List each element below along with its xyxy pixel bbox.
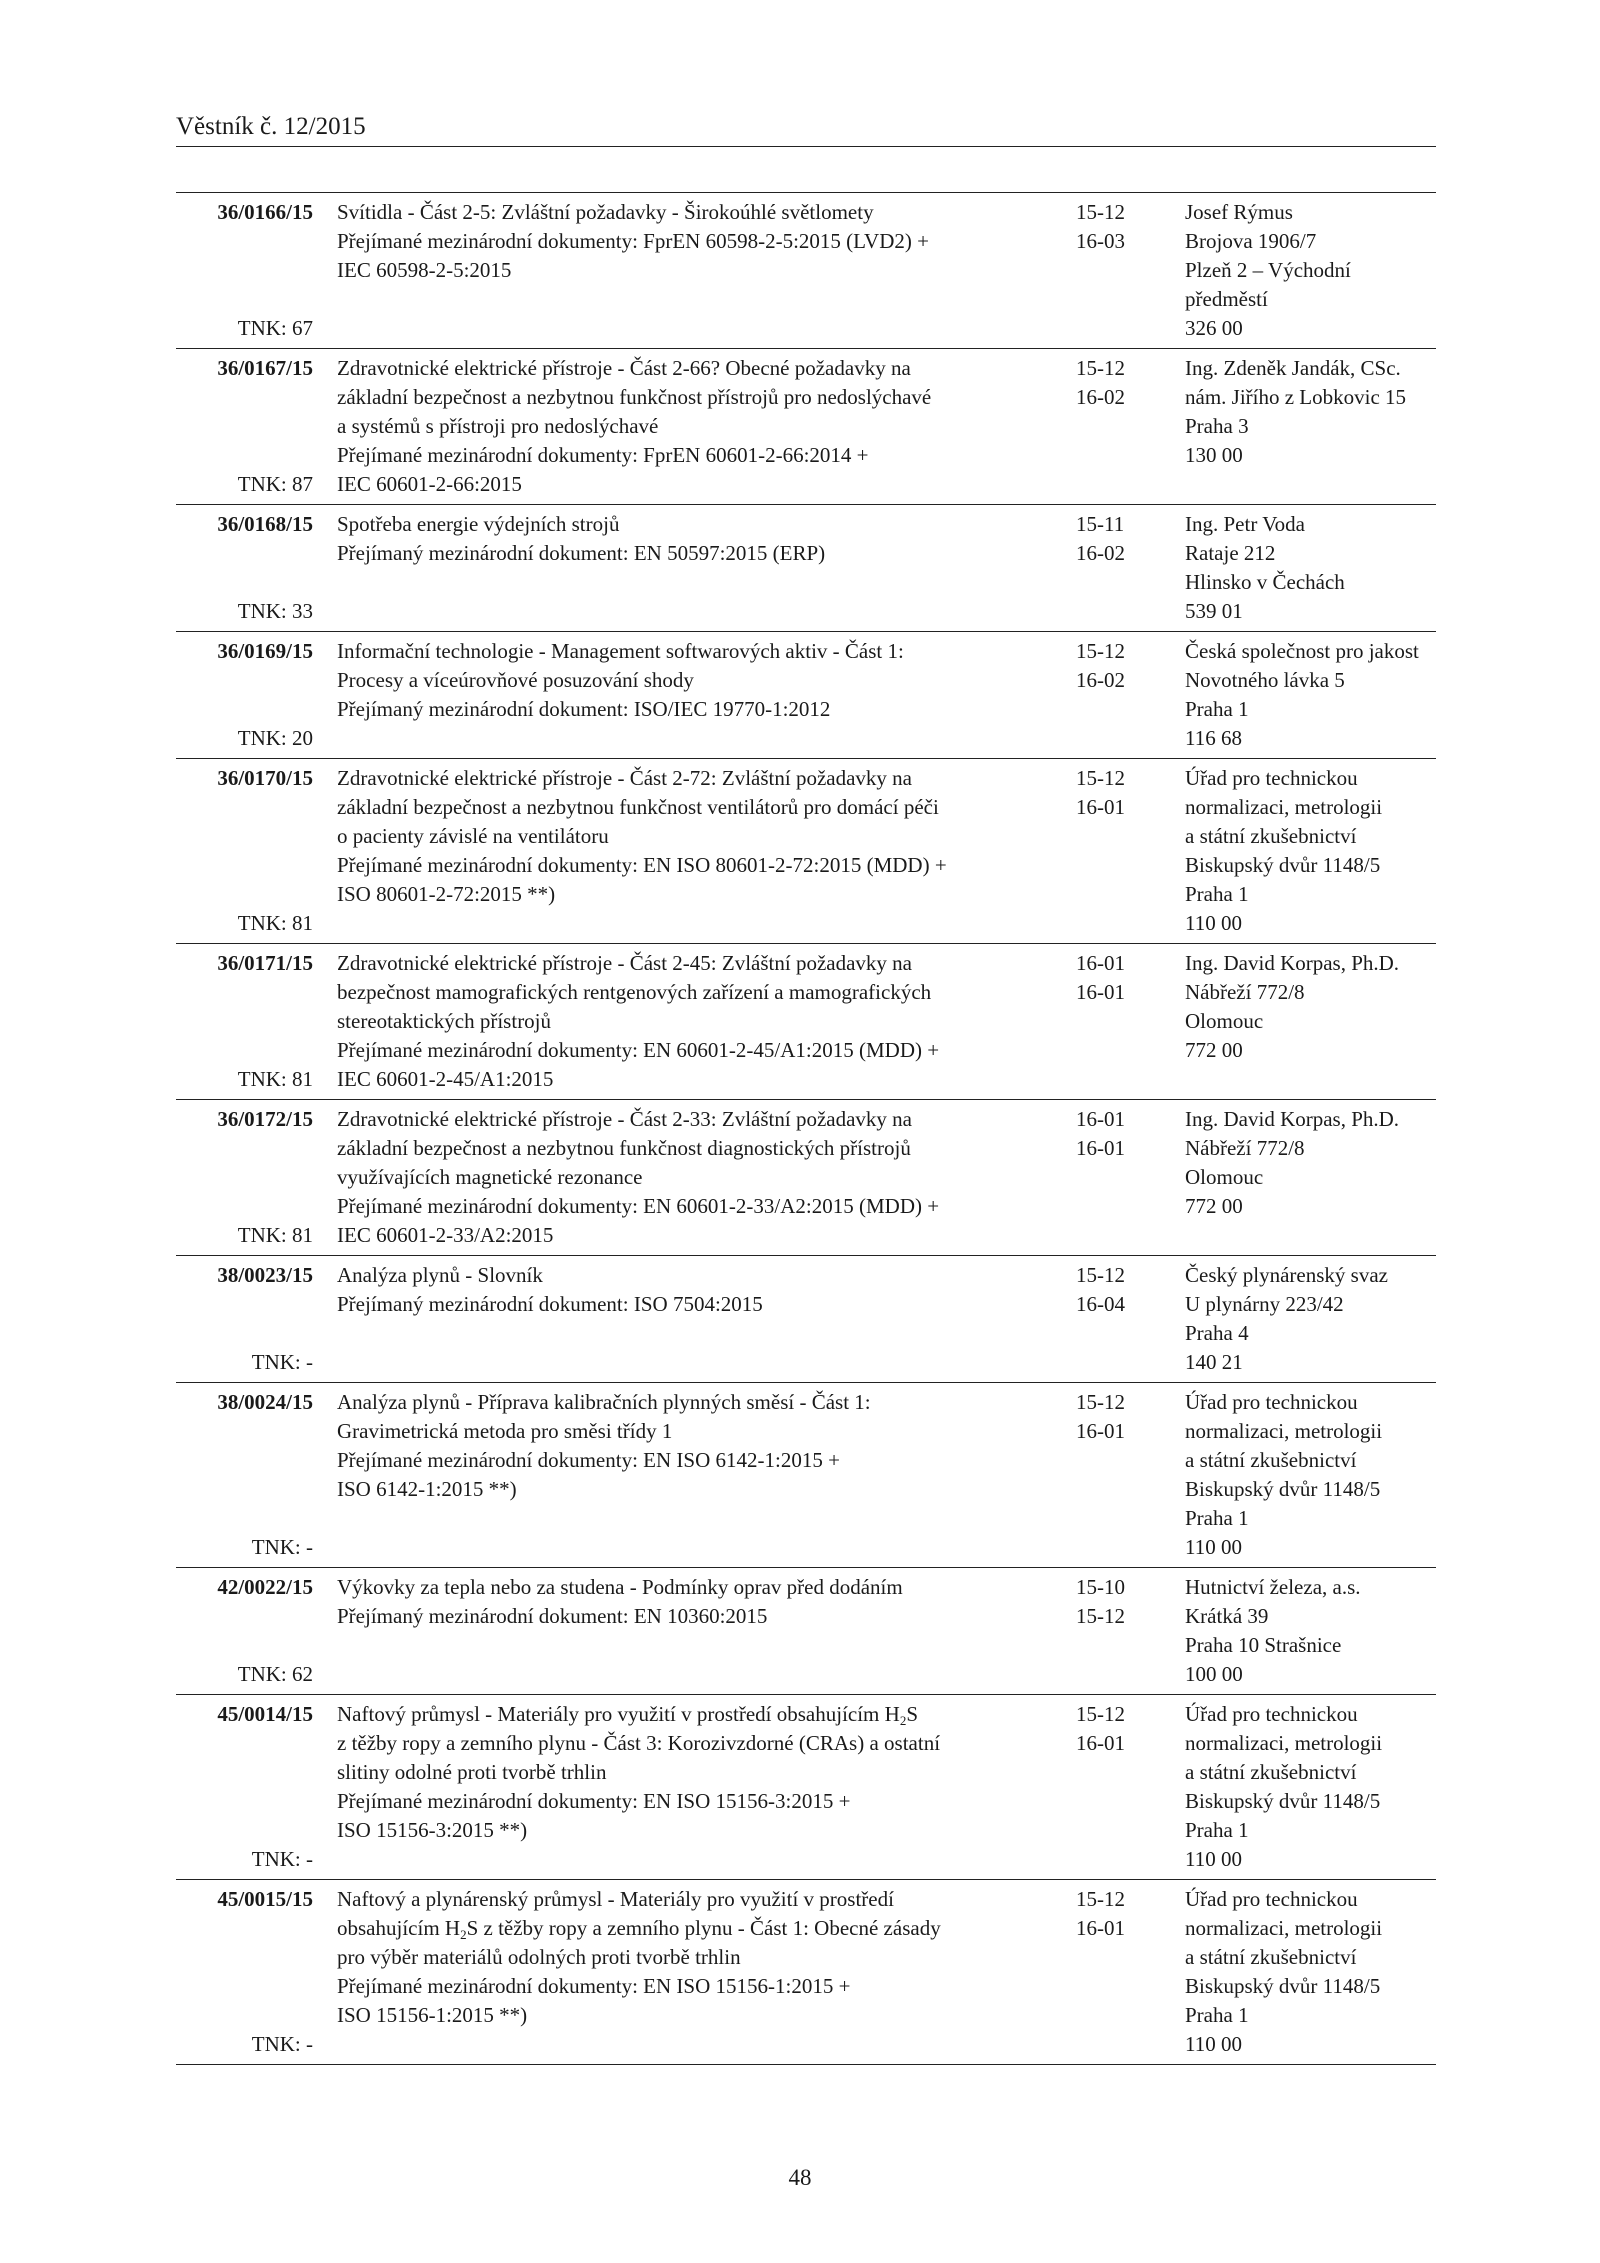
standard-number: 38/0024/15 bbox=[217, 1390, 313, 1414]
tnk-label: TNK: 33 bbox=[237, 599, 313, 623]
processor-address bbox=[1171, 510, 1436, 626]
standard-number: 36/0172/15 bbox=[217, 1107, 313, 1131]
description-line: IEC 60598-2-5:2015 bbox=[337, 258, 512, 282]
description-line: Analýza plynů - Slovník bbox=[337, 1263, 543, 1287]
tnk-label: TNK: 81 bbox=[237, 1067, 313, 1091]
standard-number: 42/0022/15 bbox=[217, 1575, 313, 1599]
table-row bbox=[176, 632, 1436, 759]
tnk-label: TNK: 20 bbox=[237, 726, 313, 750]
standard-number: 45/0015/15 bbox=[217, 1887, 313, 1911]
table-row bbox=[176, 1695, 1436, 1880]
description-line: ISO 80601-2-72:2015 **) bbox=[337, 882, 556, 906]
address-line: normalizaci, metrologii bbox=[1185, 795, 1383, 819]
address-line: 116 68 bbox=[1185, 726, 1242, 750]
address-line: Praha 3 bbox=[1185, 414, 1249, 438]
address-line: Biskupský dvůr 1148/5 bbox=[1185, 1789, 1381, 1813]
description-line: Přejímané mezinárodní dokumenty: EN ISO 15156-1:2015 + bbox=[337, 1974, 851, 1998]
address-line: Biskupský dvůr 1148/5 bbox=[1185, 853, 1381, 877]
processor-address bbox=[1171, 354, 1436, 499]
description-line: ISO 15156-3:2015 **) bbox=[337, 1818, 528, 1842]
standard-number: 45/0014/15 bbox=[217, 1702, 313, 1726]
date-value: 16-02 bbox=[1076, 385, 1125, 409]
address-line: Nábřeží 772/8 bbox=[1185, 1136, 1305, 1160]
date-value: 16-01 bbox=[1076, 951, 1125, 975]
description-line: Naftový průmysl - Materiály pro využití v prostředí obsahujícím $H_2S$ bbox=[337, 1702, 918, 1728]
standard-id-cell bbox=[176, 1573, 313, 1689]
date-value: 16-01 bbox=[1076, 980, 1125, 1004]
date-cell bbox=[1057, 1105, 1171, 1250]
description-line: Výkovky za tepla nebo za studena - Podmínky oprav před dodáním bbox=[337, 1575, 903, 1599]
date-value: 16-02 bbox=[1076, 668, 1125, 692]
date-value: 15-12 bbox=[1076, 356, 1125, 380]
processor-address bbox=[1171, 198, 1436, 343]
table-row bbox=[176, 759, 1436, 944]
standards-table bbox=[176, 192, 1436, 2065]
description-line: Zdravotnické elektrické přístroje - Část 2-66? Obecné požadavky na bbox=[337, 356, 911, 380]
date-value: 16-03 bbox=[1076, 229, 1125, 253]
header-divider bbox=[176, 146, 1436, 147]
address-line: Nábřeží 772/8 bbox=[1185, 980, 1305, 1004]
processor-address bbox=[1171, 1261, 1436, 1377]
description-line: Přejímané mezinárodní dokumenty: FprEN 60598-2-5:2015 (LVD2) + bbox=[337, 229, 929, 253]
date-cell bbox=[1057, 1261, 1171, 1377]
table-row bbox=[176, 1383, 1436, 1568]
description-line: stereotaktických přístrojů bbox=[337, 1009, 552, 1033]
address-line: Praha 1 bbox=[1185, 1506, 1249, 1530]
tnk-label: TNK: 62 bbox=[237, 1662, 313, 1686]
address-line: normalizaci, metrologii bbox=[1185, 1916, 1383, 1940]
processor-address bbox=[1171, 1573, 1436, 1689]
processor-address bbox=[1171, 1105, 1436, 1250]
table-row bbox=[176, 193, 1436, 349]
date-cell bbox=[1057, 764, 1171, 938]
standard-description bbox=[313, 1573, 1057, 1689]
processor-address bbox=[1171, 1700, 1436, 1874]
address-line: nám. Jiřího z Lobkovic 15 bbox=[1185, 385, 1407, 409]
address-line: Ing. Petr Voda bbox=[1185, 512, 1305, 536]
table-row bbox=[176, 1880, 1436, 2065]
tnk-label: TNK: - bbox=[251, 1350, 313, 1374]
date-value: 15-12 bbox=[1076, 1604, 1125, 1628]
standard-description bbox=[313, 354, 1057, 499]
processor-address bbox=[1171, 949, 1436, 1094]
description-line: Přejímané mezinárodní dokumenty: EN ISO 80601-2-72:2015 (MDD) + bbox=[337, 853, 947, 877]
description-line: Gravimetrická metoda pro směsi třídy 1 bbox=[337, 1419, 673, 1443]
table-row bbox=[176, 505, 1436, 632]
date-cell bbox=[1057, 1388, 1171, 1562]
description-line: Informační technologie - Management softwarových aktiv - Část 1: bbox=[337, 639, 904, 663]
standard-description bbox=[313, 637, 1057, 753]
description-line: IEC 60601-2-33/A2:2015 bbox=[337, 1223, 554, 1247]
address-line: Biskupský dvůr 1148/5 bbox=[1185, 1477, 1381, 1501]
date-value: 15-12 bbox=[1076, 766, 1125, 790]
standard-description bbox=[313, 198, 1057, 343]
table-row bbox=[176, 1256, 1436, 1383]
standard-description bbox=[313, 1261, 1057, 1377]
address-line: Biskupský dvůr 1148/5 bbox=[1185, 1974, 1381, 1998]
address-line: a státní zkušebnictví bbox=[1185, 1760, 1357, 1784]
date-cell bbox=[1057, 1573, 1171, 1689]
address-line: a státní zkušebnictví bbox=[1185, 824, 1357, 848]
tnk-label: TNK: - bbox=[251, 2032, 313, 2056]
tnk-label: TNK: 81 bbox=[237, 911, 313, 935]
description-line: Přejímané mezinárodní dokumenty: EN ISO 6142-1:2015 + bbox=[337, 1448, 840, 1472]
address-line: Ing. David Korpas, Ph.D. bbox=[1185, 951, 1400, 975]
description-line: IEC 60601-2-66:2015 bbox=[337, 472, 522, 496]
description-line: Spotřeba energie výdejních strojů bbox=[337, 512, 620, 536]
address-line: U plynárny 223/42 bbox=[1185, 1292, 1344, 1316]
description-line: Analýza plynů - Příprava kalibračních plynných směsí - Část 1: bbox=[337, 1390, 871, 1414]
date-cell bbox=[1057, 1700, 1171, 1874]
description-line: základní bezpečnost a nezbytnou funkčnost ventilátorů pro domácí péči bbox=[337, 795, 939, 819]
standard-description bbox=[313, 1388, 1057, 1562]
address-line: Úřad pro technickou bbox=[1185, 766, 1358, 790]
address-line: Česká společnost pro jakost bbox=[1185, 639, 1419, 663]
processor-address bbox=[1171, 1885, 1436, 2059]
address-line: Olomouc bbox=[1185, 1165, 1264, 1189]
standard-description bbox=[313, 1105, 1057, 1250]
date-cell bbox=[1057, 949, 1171, 1094]
description-line: využívajících magnetické rezonance bbox=[337, 1165, 643, 1189]
description-line: bezpečnost mamografických rentgenových zařízení a mamografických bbox=[337, 980, 932, 1004]
address-line: Ing. David Korpas, Ph.D. bbox=[1185, 1107, 1400, 1131]
description-line: Přejímané mezinárodní dokumenty: EN 60601-2-33/A2:2015 (MDD) + bbox=[337, 1194, 940, 1218]
address-line: 326 00 bbox=[1185, 316, 1243, 340]
address-line: Praha 1 bbox=[1185, 1818, 1249, 1842]
standard-number: 36/0170/15 bbox=[217, 766, 313, 790]
description-line: a systémů s přístroji pro nedoslýchavé bbox=[337, 414, 659, 438]
standard-number: 36/0166/15 bbox=[217, 200, 313, 224]
standard-id-cell bbox=[176, 198, 313, 343]
standard-id-cell bbox=[176, 510, 313, 626]
address-line: 110 00 bbox=[1185, 1847, 1242, 1871]
description-line: základní bezpečnost a nezbytnou funkčnost přístrojů pro nedoslýchavé bbox=[337, 385, 932, 409]
standard-id-cell bbox=[176, 1261, 313, 1377]
standard-id-cell bbox=[176, 1700, 313, 1874]
tnk-label: TNK: - bbox=[251, 1535, 313, 1559]
standard-id-cell bbox=[176, 949, 313, 1094]
address-line: Hutnictví železa, a.s. bbox=[1185, 1575, 1361, 1599]
date-cell bbox=[1057, 1885, 1171, 2059]
standard-id-cell bbox=[176, 1105, 313, 1250]
description-line: Přejímaný mezinárodní dokument: EN 50597:2015 (ERP) bbox=[337, 541, 826, 565]
standard-id-cell bbox=[176, 1388, 313, 1562]
description-line: o pacienty závislé na ventilátoru bbox=[337, 824, 609, 848]
description-line: Přejímaný mezinárodní dokument: EN 10360:2015 bbox=[337, 1604, 768, 1628]
address-line: Úřad pro technickou bbox=[1185, 1390, 1358, 1414]
date-cell bbox=[1057, 510, 1171, 626]
address-line: Hlinsko v Čechách bbox=[1185, 570, 1345, 594]
address-line: a státní zkušebnictví bbox=[1185, 1945, 1357, 1969]
standard-number: 36/0169/15 bbox=[217, 639, 313, 663]
date-value: 15-12 bbox=[1076, 200, 1125, 224]
address-line: 772 00 bbox=[1185, 1038, 1243, 1062]
processor-address bbox=[1171, 1388, 1436, 1562]
date-value: 16-04 bbox=[1076, 1292, 1125, 1316]
standard-id-cell bbox=[176, 764, 313, 938]
address-line: Praha 1 bbox=[1185, 2003, 1249, 2027]
description-line: pro výběr materiálů odolných proti tvorbě trhlin bbox=[337, 1945, 741, 1969]
date-cell bbox=[1057, 637, 1171, 753]
address-line: 110 00 bbox=[1185, 911, 1242, 935]
description-line: Přejímané mezinárodní dokumenty: EN 60601-2-45/A1:2015 (MDD) + bbox=[337, 1038, 940, 1062]
standard-description bbox=[313, 1885, 1057, 2059]
address-line: Úřad pro technickou bbox=[1185, 1887, 1358, 1911]
address-line: 772 00 bbox=[1185, 1194, 1243, 1218]
address-line: 110 00 bbox=[1185, 1535, 1242, 1559]
address-line: Český plynárenský svaz bbox=[1185, 1263, 1388, 1287]
address-line: Josef Rýmus bbox=[1185, 200, 1293, 224]
tnk-label: TNK: - bbox=[251, 1847, 313, 1871]
description-line: ISO 15156-1:2015 **) bbox=[337, 2003, 528, 2027]
date-value: 16-01 bbox=[1076, 1419, 1125, 1443]
address-line: 110 00 bbox=[1185, 2032, 1242, 2056]
page-header-title: Věstník č. 12/2015 bbox=[176, 113, 366, 140]
description-line: obsahujícím $H_2S$ z těžby ropy a zemního plynu - Část 1: Obecné zásady bbox=[337, 1916, 941, 1942]
description-line: Naftový a plynárenský průmysl - Materiály pro využití v prostředí bbox=[337, 1887, 894, 1911]
address-line: Praha 1 bbox=[1185, 882, 1249, 906]
address-line: normalizaci, metrologii bbox=[1185, 1731, 1383, 1755]
date-cell bbox=[1057, 354, 1171, 499]
date-value: 16-01 bbox=[1076, 1136, 1125, 1160]
processor-address bbox=[1171, 637, 1436, 753]
address-line: Praha 10 Strašnice bbox=[1185, 1633, 1342, 1657]
address-line: 140 21 bbox=[1185, 1350, 1243, 1374]
standard-description bbox=[313, 1700, 1057, 1874]
date-value: 15-12 bbox=[1076, 1390, 1125, 1414]
address-line: Praha 4 bbox=[1185, 1321, 1249, 1345]
tnk-label: TNK: 87 bbox=[237, 472, 313, 496]
standard-number: 38/0023/15 bbox=[217, 1263, 313, 1287]
address-line: Novotného lávka 5 bbox=[1185, 668, 1345, 692]
tnk-label: TNK: 67 bbox=[237, 316, 313, 340]
date-value: 15-12 bbox=[1076, 1887, 1125, 1911]
address-line: Ing. Zdeněk Jandák, CSc. bbox=[1185, 356, 1401, 380]
description-line: z těžby ropy a zemního plynu - Část 3: Korozivzdorné (CRAs) a ostatní bbox=[337, 1731, 941, 1755]
table-row bbox=[176, 349, 1436, 505]
address-line: 539 01 bbox=[1185, 599, 1243, 623]
date-value: 16-02 bbox=[1076, 541, 1125, 565]
address-line: Plzeň 2 – Východní bbox=[1185, 258, 1351, 282]
address-line: předměstí bbox=[1185, 287, 1268, 311]
address-line: normalizaci, metrologii bbox=[1185, 1419, 1383, 1443]
processor-address bbox=[1171, 764, 1436, 938]
address-line: Brojova 1906/7 bbox=[1185, 229, 1317, 253]
page-number: 48 bbox=[788, 2165, 812, 2190]
date-value: 15-12 bbox=[1076, 1702, 1125, 1726]
standard-description bbox=[313, 510, 1057, 626]
address-line: Rataje 212 bbox=[1185, 541, 1276, 565]
description-line: Přejímaný mezinárodní dokument: ISO 7504:2015 bbox=[337, 1292, 763, 1316]
table-row bbox=[176, 944, 1436, 1100]
date-value: 15-12 bbox=[1076, 1263, 1125, 1287]
date-value: 16-01 bbox=[1076, 1916, 1125, 1940]
address-line: 130 00 bbox=[1185, 443, 1243, 467]
description-line: ISO 6142-1:2015 **) bbox=[337, 1477, 517, 1501]
description-line: Přejímaný mezinárodní dokument: ISO/IEC 19770-1:2012 bbox=[337, 697, 831, 721]
standard-id-cell bbox=[176, 637, 313, 753]
standard-number: 36/0167/15 bbox=[217, 356, 313, 380]
description-line: Zdravotnické elektrické přístroje - Část 2-72: Zvláštní požadavky na bbox=[337, 766, 912, 790]
table-row bbox=[176, 1568, 1436, 1695]
description-line: Svítidla - Část 2-5: Zvláštní požadavky - Širokoúhlé světlomety bbox=[337, 200, 874, 224]
address-line: Úřad pro technickou bbox=[1185, 1702, 1358, 1726]
address-line: Praha 1 bbox=[1185, 697, 1249, 721]
description-line: Přejímané mezinárodní dokumenty: FprEN 60601-2-66:2014 + bbox=[337, 443, 869, 467]
description-line: základní bezpečnost a nezbytnou funkčnost diagnostických přístrojů bbox=[337, 1136, 911, 1160]
standard-number: 36/0168/15 bbox=[217, 512, 313, 536]
standard-description bbox=[313, 764, 1057, 938]
date-value: 16-01 bbox=[1076, 1731, 1125, 1755]
table-row bbox=[176, 1100, 1436, 1256]
standard-number: 36/0171/15 bbox=[217, 951, 313, 975]
address-line: Krátká 39 bbox=[1185, 1604, 1269, 1628]
description-line: slitiny odolné proti tvorbě trhlin bbox=[337, 1760, 607, 1784]
date-cell bbox=[1057, 198, 1171, 343]
description-line: IEC 60601-2-45/A1:2015 bbox=[337, 1067, 554, 1091]
standard-id-cell bbox=[176, 354, 313, 499]
description-line: Zdravotnické elektrické přístroje - Část 2-33: Zvláštní požadavky na bbox=[337, 1107, 912, 1131]
address-line: Olomouc bbox=[1185, 1009, 1264, 1033]
date-value: 16-01 bbox=[1076, 795, 1125, 819]
tnk-label: TNK: 81 bbox=[237, 1223, 313, 1247]
description-line: Zdravotnické elektrické přístroje - Část 2-45: Zvláštní požadavky na bbox=[337, 951, 912, 975]
address-line: a státní zkušebnictví bbox=[1185, 1448, 1357, 1472]
standard-id-cell bbox=[176, 1885, 313, 2059]
date-value: 15-12 bbox=[1076, 639, 1125, 663]
description-line: Procesy a víceúrovňové posuzování shody bbox=[337, 668, 694, 692]
description-line: Přejímané mezinárodní dokumenty: EN ISO 15156-3:2015 + bbox=[337, 1789, 851, 1813]
date-value: 15-10 bbox=[1076, 1575, 1125, 1599]
address-line: 100 00 bbox=[1185, 1662, 1243, 1686]
standard-description bbox=[313, 949, 1057, 1094]
date-value: 15-11 bbox=[1076, 512, 1125, 536]
date-value: 16-01 bbox=[1076, 1107, 1125, 1131]
